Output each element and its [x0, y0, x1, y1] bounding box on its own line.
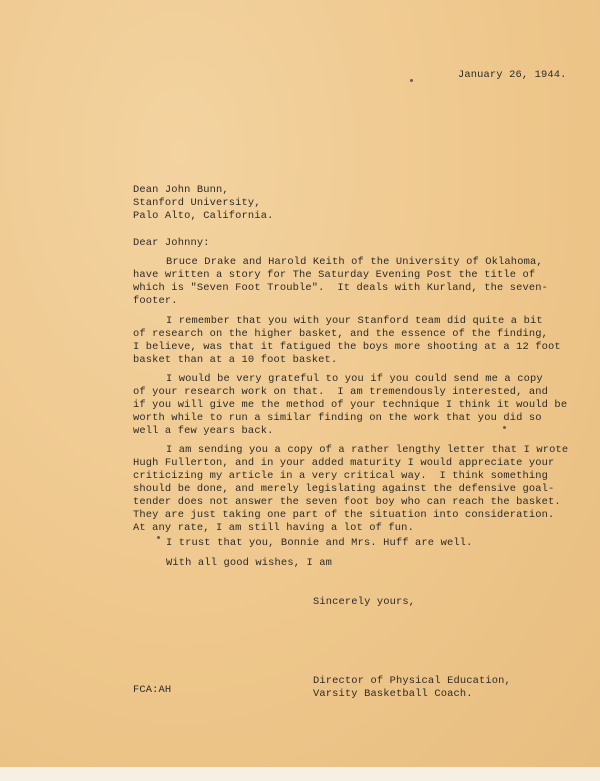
body-line: I believe, was that it fatigued the boys more shooting at a 12 foot	[133, 341, 561, 353]
salutation: Dear Johnny:	[133, 237, 210, 249]
body-line: Bruce Drake and Harold Keith of the University of Oklahoma,	[166, 256, 543, 268]
body-line: I would be very grateful to you if you could send me a copy	[166, 373, 543, 385]
paper-speck	[410, 79, 413, 82]
body-line: tender does not answer the seven foot boy who can reach the basket.	[133, 496, 561, 508]
letter-date: January 26, 1944.	[458, 69, 567, 81]
closing: Sincerely yours,	[313, 596, 416, 608]
body-line: should be done, and merely legislating against the defensive goal-	[133, 483, 555, 495]
recipient-line: Stanford University,	[133, 197, 261, 209]
paper-speck	[157, 536, 160, 539]
body-line: footer.	[133, 295, 178, 307]
body-line: worth while to run a similar finding on the work that you did so	[133, 412, 542, 424]
body-line: They are just taking one part of the situation into consideration.	[133, 509, 555, 521]
recipient-line: Dean John Bunn,	[133, 184, 229, 196]
signature-title: Varsity Basketball Coach.	[313, 688, 473, 700]
body-line: criticizing my article in a very critical way. I think something	[133, 470, 549, 482]
body-line: have written a story for The Saturday Evening Post the title of	[133, 269, 536, 281]
body-line: I remember that you with your Stanford team did quite a bit	[166, 315, 543, 327]
signature-title: Director of Physical Education,	[313, 675, 511, 687]
body-line: With all good wishes, I am	[166, 557, 333, 569]
body-line: well a few years back.	[133, 425, 274, 437]
body-line: Hugh Fullerton, and in your added maturity I would appreciate your	[133, 457, 555, 469]
body-line: of research on the higher basket, and the essence of the finding,	[133, 328, 549, 340]
body-line: of your research work on that. I am tremendously interested, and	[133, 386, 549, 398]
typist-initials: FCA:AH	[133, 684, 172, 696]
body-line: I trust that you, Bonnie and Mrs. Huff are well.	[166, 537, 473, 549]
body-line: At any rate, I am still having a lot of fun.	[133, 522, 414, 534]
body-line: if you will give me the method of your technique I think it would be	[133, 399, 568, 411]
body-line: which is "Seven Foot Trouble". It deals with Kurland, the seven-	[133, 282, 549, 294]
body-line: basket than at a 10 foot basket.	[133, 354, 338, 366]
recipient-line: Palo Alto, California.	[133, 210, 274, 222]
body-line: I am sending you a copy of a rather lengthy letter that I wrote	[166, 444, 569, 456]
paper-speck	[503, 426, 506, 429]
